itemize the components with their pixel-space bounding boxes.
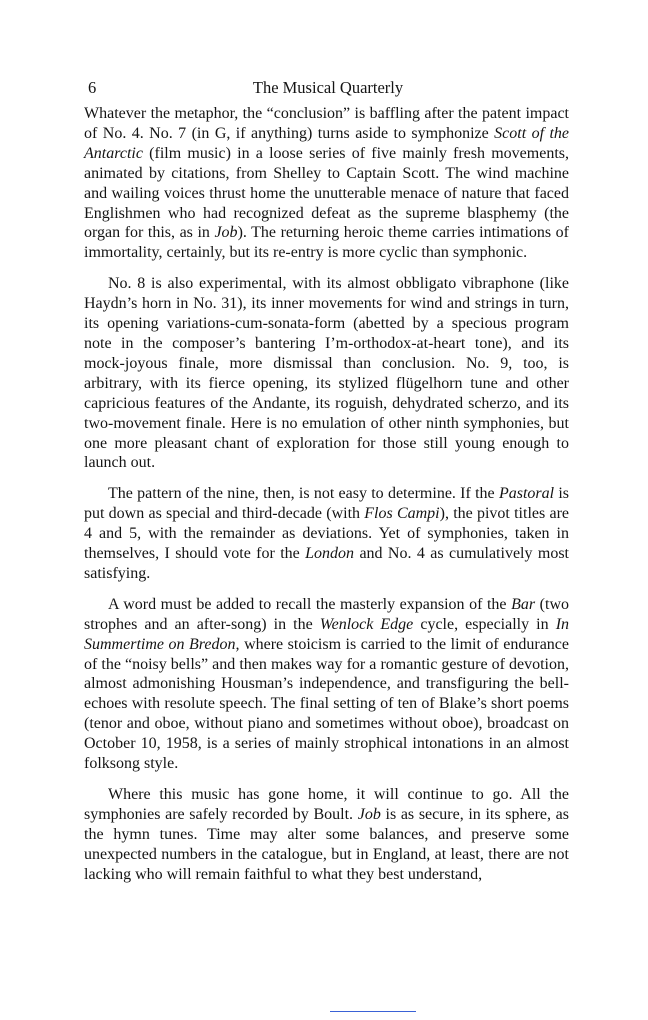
article-body: [84, 104, 569, 885]
italic-title: Job: [357, 805, 381, 823]
text-run: Whatever the metaphor, the “conclusion” is baffling after the patent impact of No. 4. No. 7 (in G, if anything) turns aside to symphonize: [84, 105, 569, 142]
paragraph-4: [84, 595, 569, 774]
italic-title: Job: [214, 224, 238, 242]
text-run: A word must be added to recall the masterly expansion of the: [108, 595, 512, 613]
paragraph-3: [84, 484, 569, 584]
italic-title: London: [305, 545, 355, 563]
text-run: The pattern of the nine, then, is not easy to determine. If the: [108, 485, 499, 503]
page-number: 6: [88, 78, 97, 97]
text-run: Where this music has gone home, it will continue to go. All the symphonies are safely recorded by Boult.: [84, 786, 569, 823]
italic-title: Wenlock Edge: [319, 615, 414, 633]
italic-title: Flos Campi: [364, 505, 440, 523]
text-run: ), the pivot titles are 4 and 5, with the remainder as deviations. Yet of symphonies, taken in themselves, I should vote for the: [84, 505, 569, 563]
text-run: (film music) in a loose series of five mainly fresh movements, animated by citations, from Shelley to Captain Scott. The wind machine and wailing voices thrust home the unutterable menace of nature that faced Englishmen who had recognized defeat as the supreme blasphemy (the organ for this, as in: [84, 144, 569, 242]
running-title: The Musical Quarterly: [252, 78, 404, 97]
text-run: (two strophes and an after-song) in the: [84, 595, 570, 633]
paragraph-5: [84, 785, 569, 885]
footer-link-rule: [330, 1011, 416, 1012]
italic-title: In Summertime on Bredon,: [84, 615, 570, 653]
text-run: where stoicism is carried to the limit of endurance of the “noisy bells” and then makes way for a romantic gesture of devotion, almost admonishing Housman’s independence, and transfiguring the bell-echoes with resolute speech. The final setting of ten of Blake’s short poems (tenor and oboe, without piano and sometimes without oboe), broadcast on October 10, 1958, is a series of mainly strophical intonations in an almost folksong style.: [84, 635, 570, 773]
text-run: and No. 4 as cumulatively most satisfying.: [84, 545, 570, 582]
italic-title: Scott of the Antarctic: [84, 124, 570, 162]
text-run: is put down as special and third-decade (with: [84, 485, 570, 523]
text-run: cycle, especially in: [413, 615, 556, 633]
italic-title: Bar: [511, 595, 536, 613]
paragraph-2: [84, 274, 569, 473]
italic-title: Pastoral: [498, 485, 555, 503]
paragraph-1: [84, 104, 569, 263]
text-run: ). The returning heroic theme carries intimations of immortality, certainly, but its re-entry is more cyclic than symphonic.: [84, 224, 570, 262]
text-run: is as secure, in its sphere, as the hymn tunes. Time may alter some balances, and preserve some unexpected numbers in the catalogue, but in England, at least, there are not lacking who will remain faithful to what they best understand,: [84, 805, 570, 883]
page-header: [86, 76, 570, 100]
text-run: No. 8 is also experimental, with its almost obbligato vibraphone (like Haydn’s horn in No. 31), its inner movements for wind and strings in turn, its opening variations-cum-sonata-form (abetted by a specious program note in the composer’s bantering I’m-orthodox-at-heart tone), and its mock-joyous finale, more dismissal than conclusion. No. 9, too, is arbitrary, with its fierce opening, its stylized flügelhorn tune and other capricious features of the Andante, its roguish, dehydrated scherzo, and its two-movement finale. Here is no emulation of other ninth symphonies, but one more pleasant chant of exploration for those still young enough to launch out.: [84, 275, 569, 472]
